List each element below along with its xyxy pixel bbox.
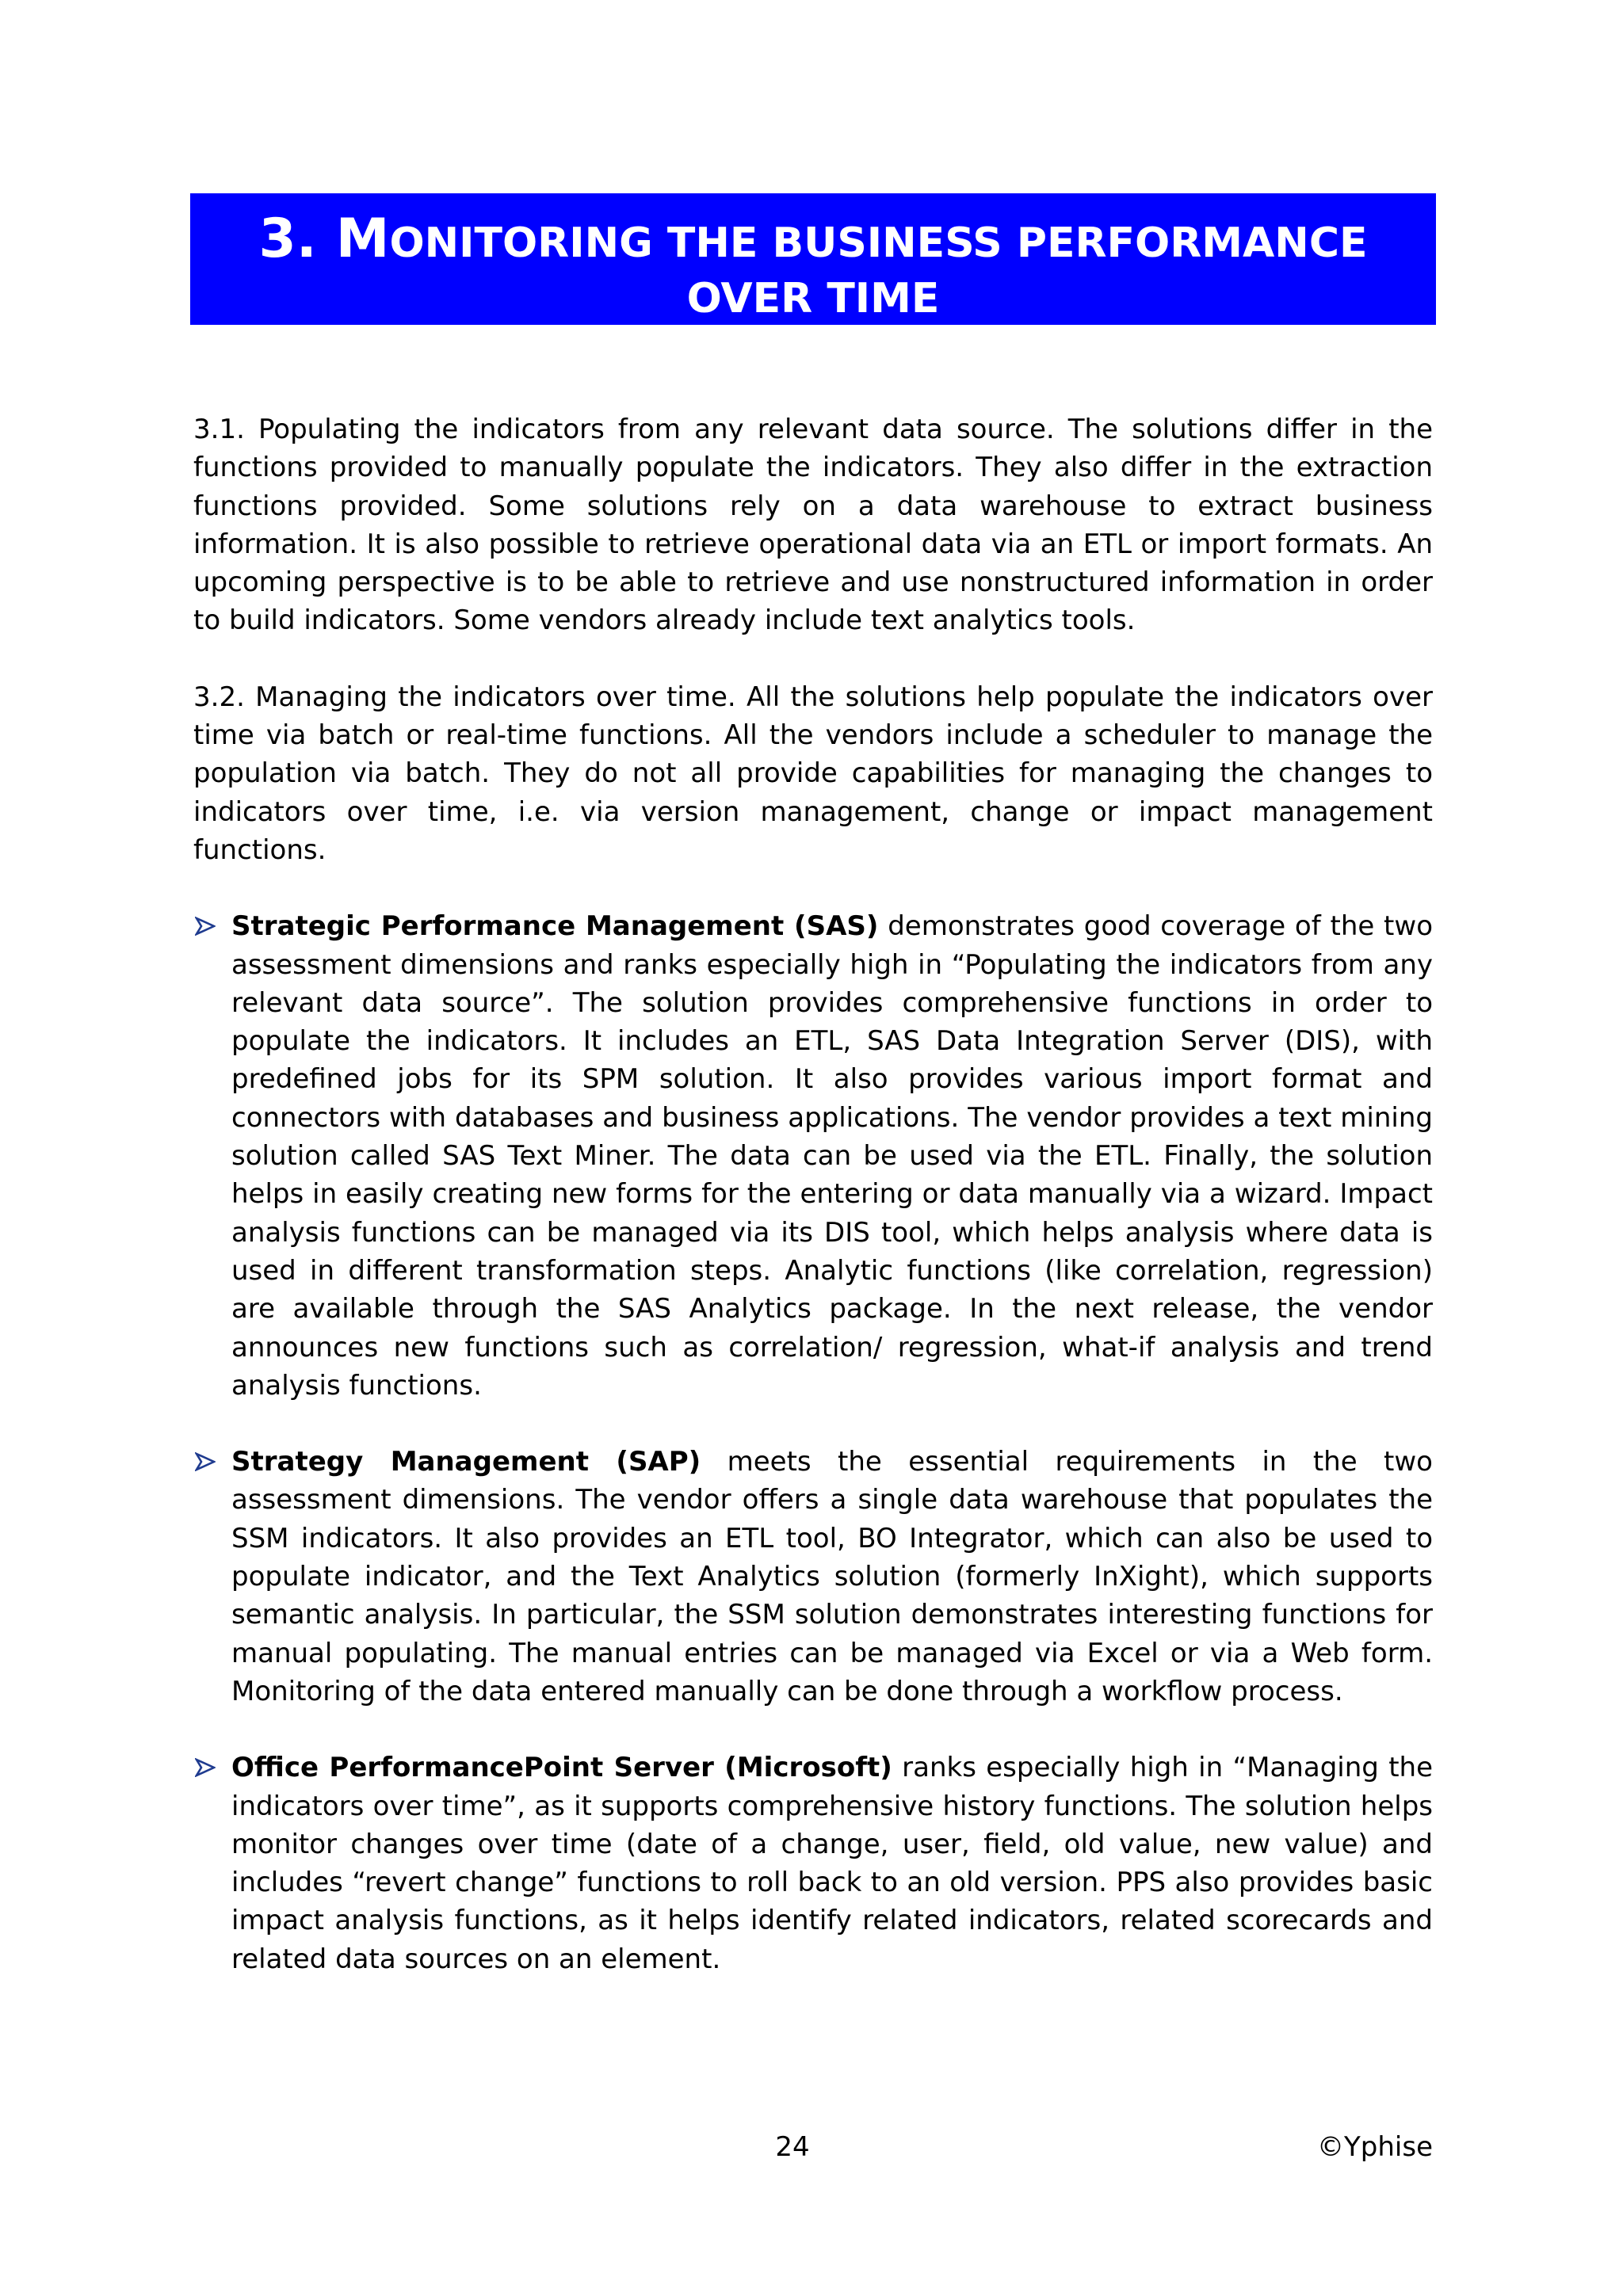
bullet-text-sap: meets the essential requirements in the two assessment dimensions. The vendor offers a single data warehouse that populates the SSM indicators. It also provides an ETL tool, BO Integrator, which can also be used to populate indicator, and the Text Analytics solution (formerly InXight), which supports semantic analysis. In particular, the SSM solution demonstrates interesting functions for manual populating. The manual entries can be managed via Excel or via a Web form. Monitoring of the data entered manually can be done through a workflow process. <box>231 1446 1433 1707</box>
body-text <box>193 410 1433 2016</box>
bullet-title-microsoft: Office PerformancePoint Server (Microsoft) <box>231 1752 892 1784</box>
bullet-text-microsoft: ranks especially high in “Managing the indicators over time”, as it supports comprehensive history functions. The solution helps monitor changes over time (date of a change, user, field, old value, new value) and includes “revert change” functions to roll back to an old version. PPS also provides basic impact analysis functions, as it helps identify related indicators, related scorecards and related data sources on an element. <box>231 1752 1433 1975</box>
bullet-title-sas: Strategic Performance Management (SAS) <box>231 910 879 943</box>
chapter-heading-banner <box>190 193 1436 325</box>
chapter-title-initial: M <box>335 208 390 270</box>
arrow-bullet-icon <box>193 1749 217 1787</box>
chapter-heading-line-1 <box>190 206 1436 273</box>
bullet-title-sap: Strategy Management (SAP) <box>231 1446 701 1478</box>
chapter-number: 3. <box>258 208 317 270</box>
arrow-bullet-icon <box>193 907 217 945</box>
paragraph-3-2: 3.2. Managing the indicators over time. All the solutions help populate the indicators over time via batch or real-time functions. All the vendors include a scheduler to manage the population via batch. They do not all provide capabilities for managing the changes to indicators over time, i.e. via version management, change or impact management functions. <box>193 681 1433 866</box>
copyright-notice: ©Yphise <box>1317 2131 1433 2163</box>
bullet-text-sas: demonstrates good coverage of the two assessment dimensions and ranks especially high in “Populating the indicators from any relevant data source”. The solution provides comprehensive functions in order to populate the indicators. It includes an ETL, SAS Data Integration Server (DIS), with predefined jobs for its SPM solution. It also provides various import format and connectors with databases and business applications. The vendor provides a text mining solution called SAS Text Miner. The data can be used via the ETL. Finally, the solution helps in easily creating new forms for the entering or data manually via a wizard. Impact analysis functions can be managed via its DIS tool, which helps analysis where data is used in different transformation steps. Analytic functions (like correlation, regression) are available through the SAS Analytics package. In the next release, the vendor announces new functions such as correlation/ regression, what-if analysis and trend analysis functions. <box>231 910 1433 1402</box>
chapter-title-line-1: ONITORING THE BUSINESS PERFORMANCE <box>389 219 1368 267</box>
bullet-item-microsoft <box>193 1749 1433 1978</box>
page-number: 24 <box>775 2131 810 2163</box>
bullet-item-sas <box>193 907 1433 1405</box>
chapter-title-line-2: OVER TIME <box>686 275 940 322</box>
paragraph-3-1: 3.1. Populating the indicators from any relevant data source. The solutions differ in the functions provided to manually populate the indicators. They also differ in the extraction functions provided. Some solutions rely on a data warehouse to extract business information. It is also possible to retrieve operational data via an ETL or import formats. An upcoming perspective is to be able to retrieve and use nonstructured information in order to build indicators. Some vendors already include text analytics tools. <box>193 414 1433 637</box>
arrow-bullet-icon <box>193 1443 217 1481</box>
bullet-item-sap <box>193 1443 1433 1711</box>
